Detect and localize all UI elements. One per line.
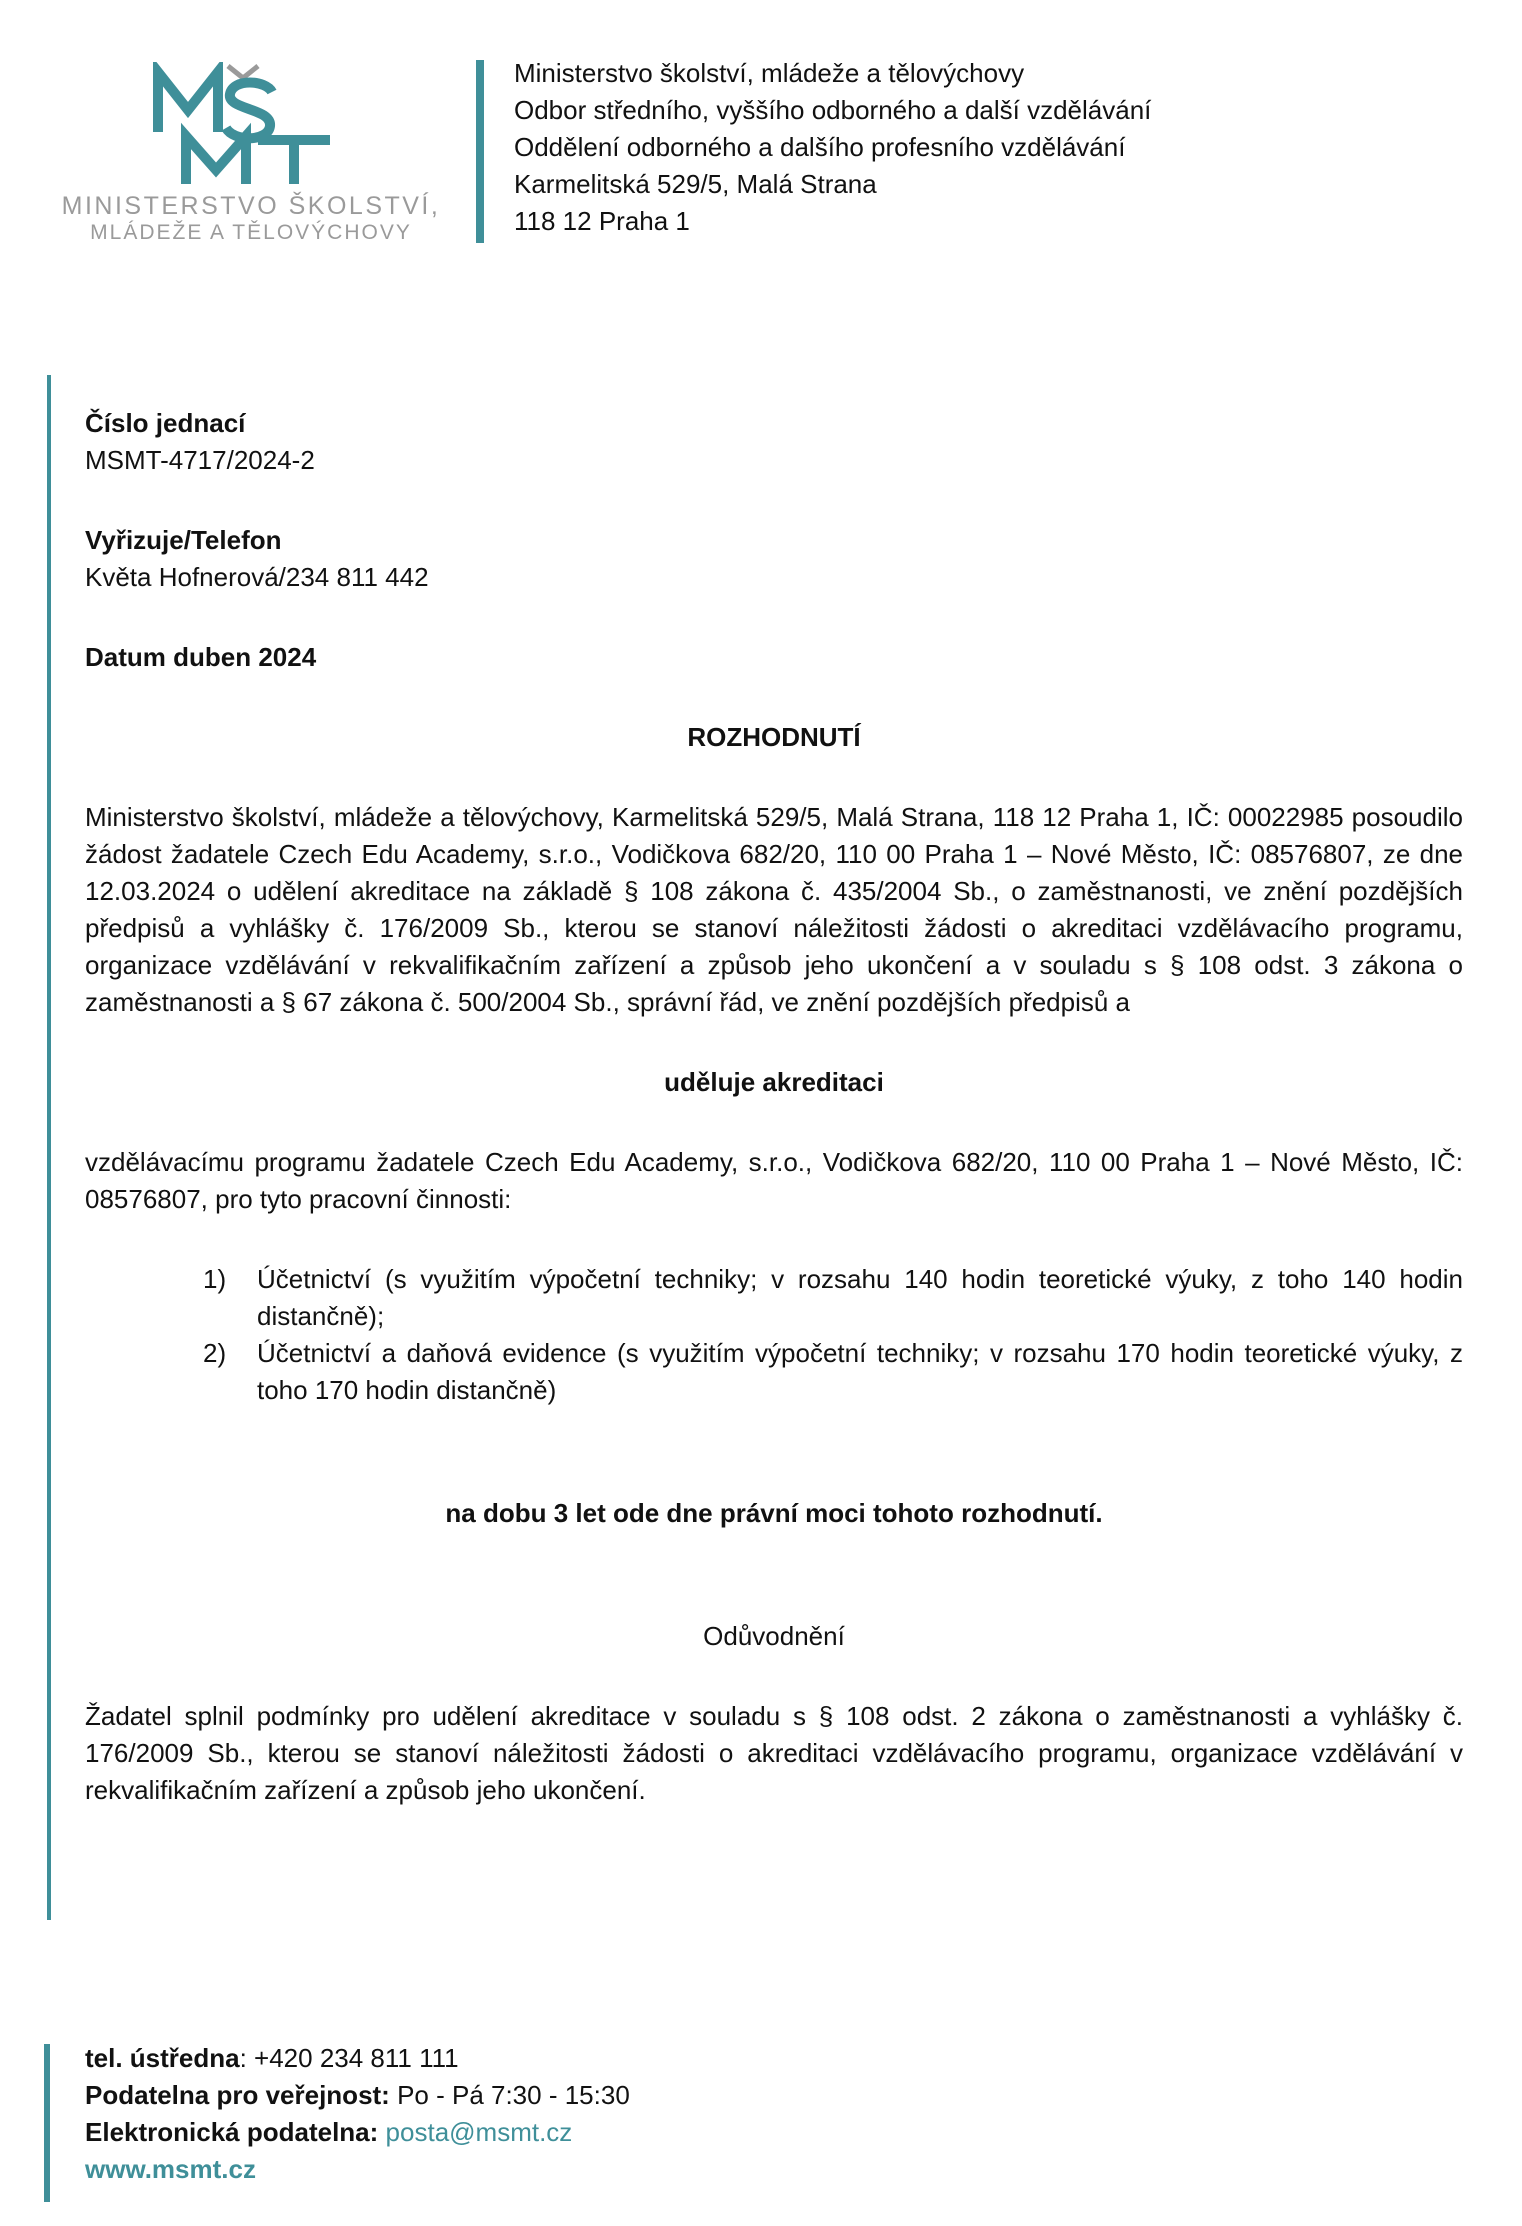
phone-label: tel. ústředna [85, 2043, 240, 2073]
date-label: Datum [85, 642, 166, 672]
footer-phone [85, 2040, 630, 2077]
ref-label: Číslo jednací [85, 408, 246, 438]
activity-item [85, 1335, 1463, 1409]
activity-item [85, 1261, 1463, 1335]
duration-text: na dobu 3 let ode dne právní moci tohoto rozhodnutí. [445, 1498, 1103, 1528]
header-section: Oddělení odborného a dalšího profesního vzdělávání [514, 132, 1126, 162]
email-link[interactable]: posta@msmt.cz [385, 2117, 573, 2147]
date-line [85, 639, 1463, 676]
logo-text-line1: MINISTERSTVO ŠKOLSTVÍ, [61, 192, 441, 220]
contact-value: Květa Hofnerová/234 811 442 [85, 562, 429, 592]
contact-label: Vyřizuje/Telefon [85, 525, 282, 555]
grant-heading: uděluje akreditaci [664, 1067, 884, 1097]
decision-intro: Ministerstvo školství, mládeže a tělovýchovy, Karmelitská 529/5, Malá Strana, 118 12 Praha 1, IČ: 00022985 posoudilo žádost žadatele Czech Edu Academy, s.r.o., Vodičkova 682/20, 110 00 Praha 1 – Nové Město, IČ: 08576807, ze dne 12.03.2024 o udělení akreditace na základě § 108 zákona č. 435/2004 Sb., o zaměstnanosti, ve znění pozdějších předpisů a vyhlášky č. 176/2009 Sb., kterou se stanoví náležitosti žádosti o akreditaci vzdělávacího programu, organizace vzdělávání v rekvalifikačním zařízení a způsob jeho ukončení a v souladu s § 108 odst. 3 zákona o zaměstnanosti a § 67 zákona č. 500/2004 Sb., správní řád, ve znění pozdějších předpisů a [85, 802, 1463, 1017]
ref-value: MSMT-4717/2024-2 [85, 445, 315, 475]
decision-title: ROZHODNUTÍ [687, 722, 861, 752]
date-value: duben 2024 [173, 642, 317, 672]
header-accent-bar [476, 60, 484, 243]
activity-text: Účetnictví a daňová evidence (s využitím výpočetní techniky; v rozsahu 170 hodin teoretické výuky, z toho 170 hodin distančně) [257, 1338, 1463, 1405]
header-department: Odbor středního, vyššího odborného a další vzdělávání [514, 95, 1152, 125]
activity-number: 1) [203, 1264, 227, 1294]
footer-contacts [85, 2040, 630, 2188]
phone-value: : +420 234 811 111 [239, 2043, 459, 2073]
header-city: 118 12 Praha 1 [514, 206, 690, 236]
reasoning-title: Odůvodnění [703, 1621, 845, 1651]
activity-number: 2) [203, 1338, 227, 1368]
footer-email [85, 2114, 630, 2151]
header-street: Karmelitská 529/5, Malá Strana [514, 169, 877, 199]
activity-text: Účetnictví (s využitím výpočetní techniky; v rozsahu 140 hodin teoretické výuky, z toho 140 hodin distančně); [257, 1264, 1463, 1331]
msmt-monogram [58, 62, 444, 187]
email-label: Elektronická podatelna: [85, 2117, 379, 2147]
reasoning-text: Žadatel splnil podmínky pro udělení akreditace v souladu s § 108 odst. 2 zákona o zaměstnanosti a vyhlášky č. 176/2009 Sb., kterou se stanoví náležitosti žádosti o akreditaci vzdělávacího programu, organizace vzdělávání v rekvalifikačním zařízení a způsob jeho ukončení. [85, 1701, 1463, 1805]
header-address [514, 55, 1151, 240]
office-label: Podatelna pro veřejnost: [85, 2080, 390, 2110]
activity-list [85, 1261, 1463, 1409]
program-text: vzdělávacímu programu žadatele Czech Edu Academy, s.r.o., Vodičkova 682/20, 110 00 Praha 1 – Nové Město, IČ: 08576807, pro tyto pracovní činnosti: [85, 1147, 1463, 1214]
header-ministry: Ministerstvo školství, mládeže a tělovýchovy [514, 58, 1025, 88]
website-link[interactable]: www.msmt.cz [85, 2154, 256, 2184]
footer-accent-bar [44, 2044, 50, 2202]
logo-text-line2: MLÁDEŽE A TĚLOVÝCHOVY [90, 221, 412, 244]
msmt-logo [58, 62, 444, 252]
office-hours: Po - Pá 7:30 - 15:30 [389, 2080, 630, 2110]
document-body [85, 405, 1463, 1809]
content-accent-bar [47, 375, 51, 1920]
footer-office [85, 2077, 630, 2114]
